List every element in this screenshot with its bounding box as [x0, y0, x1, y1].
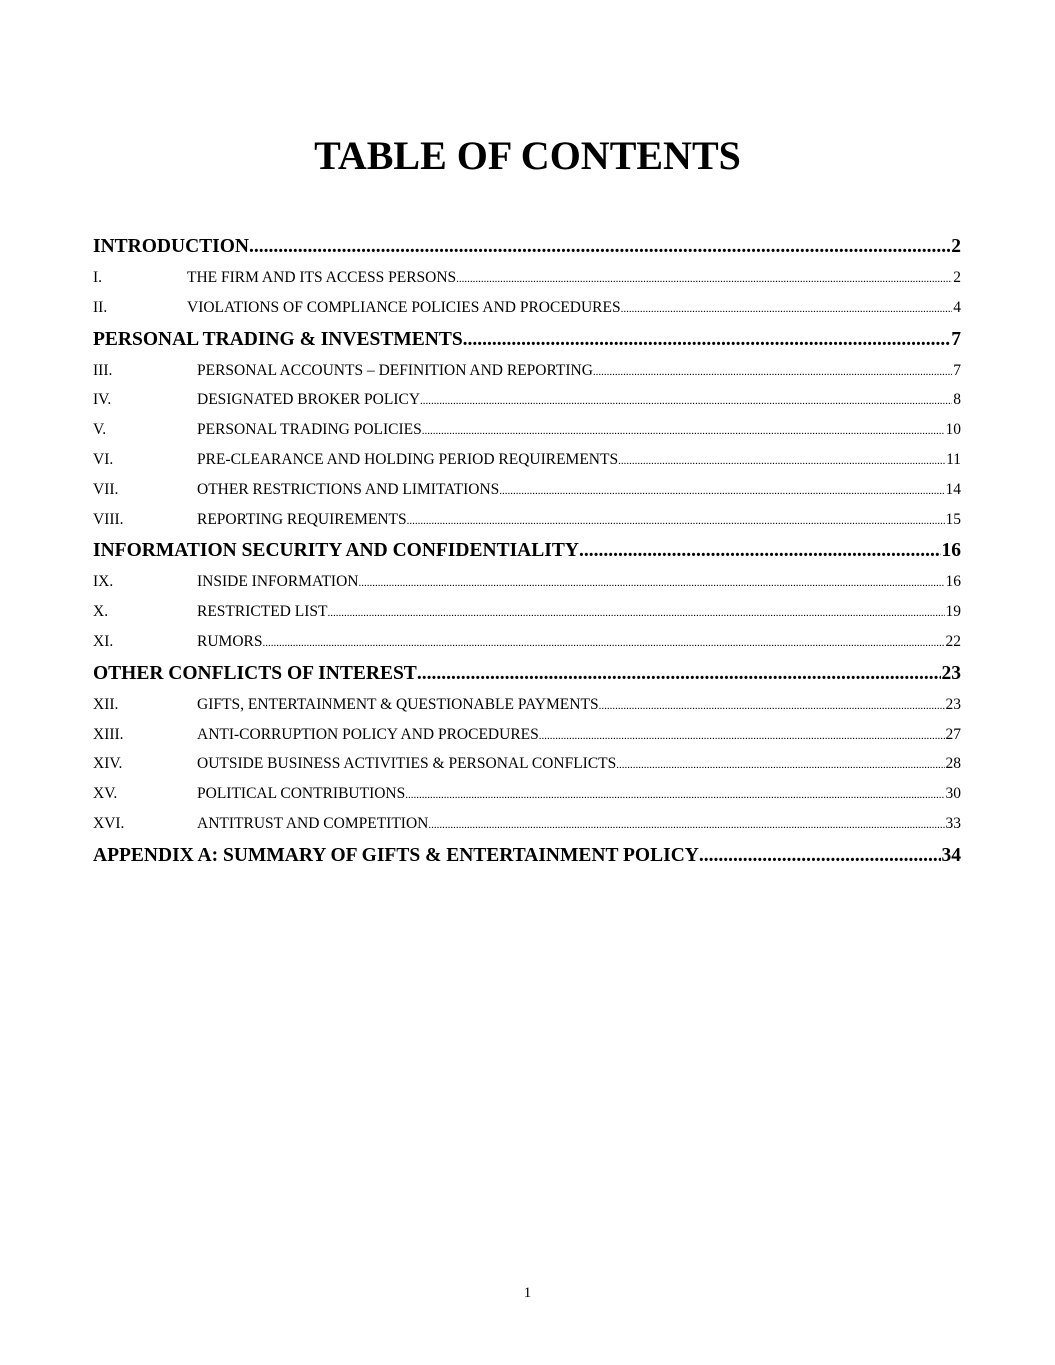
toc-entry-page: 23: [945, 695, 961, 713]
toc-entry-page: 7: [951, 328, 961, 350]
toc-entry-number: X.: [93, 603, 109, 621]
toc-entry-number: VI.: [93, 450, 114, 468]
page-number: 1: [523, 1285, 532, 1301]
toc-dot-leader: [618, 445, 945, 475]
toc-entry-number: XIV.: [93, 755, 123, 773]
toc-subsection-entry[interactable]: [93, 749, 961, 779]
toc-entry-label: PRE-CLEARANCE AND HOLDING PERIOD REQUIREMENTS: [197, 450, 619, 468]
toc-entry-page: 11: [946, 450, 961, 468]
toc-entry-page: 16: [941, 540, 961, 562]
toc-dot-leader: [417, 657, 941, 690]
toc-dot-leader: [621, 293, 953, 323]
toc-entry-number: VII.: [93, 480, 119, 498]
toc-entry-page: 15: [945, 510, 961, 528]
toc-entry-page: 19: [945, 603, 961, 621]
toc-entry-page: 2: [951, 236, 961, 257]
toc-entry-page: 2: [953, 269, 961, 286]
toc-entry-label: ANTI-CORRUPTION POLICY AND PROCEDURES: [197, 725, 539, 743]
toc-section-entry[interactable]: [93, 657, 961, 690]
toc-entry-label: OTHER RESTRICTIONS AND LIMITATIONS: [197, 480, 500, 498]
toc-entry-label: RESTRICTED LIST: [197, 603, 328, 621]
toc-dot-leader: [539, 720, 945, 750]
toc-entry-label: THE FIRM AND ITS ACCESS PERSONS: [187, 269, 457, 286]
toc-entry-number: IX.: [93, 573, 114, 591]
toc-entry-label: DESIGNATED BROKER POLICY: [197, 391, 421, 409]
toc-entry-number: XV.: [93, 785, 118, 803]
toc-subsection-entry[interactable]: [93, 293, 961, 323]
toc-entry-label: OUTSIDE BUSINESS ACTIVITIES & PERSONAL CONFLICTS: [197, 755, 617, 773]
toc-subsection-entry[interactable]: [93, 445, 961, 475]
toc-entry-number: III.: [93, 361, 113, 379]
toc-section-entry[interactable]: [93, 230, 961, 263]
toc-subsection-entry[interactable]: [93, 720, 961, 750]
toc-entry-number: I.: [93, 269, 103, 286]
toc-subsection-entry[interactable]: [93, 779, 961, 809]
toc-dot-leader: [422, 415, 945, 445]
toc-entry-number: VIII.: [93, 510, 124, 528]
toc-entry-label: INTRODUCTION: [93, 236, 250, 257]
toc-entry-label: PERSONAL TRADING & INVESTMENTS: [93, 328, 463, 350]
toc-entry-page: 34: [941, 844, 961, 866]
toc-dot-leader: [616, 749, 944, 779]
toc-entry-label: INSIDE INFORMATION: [197, 573, 359, 591]
toc-entry-page: 28: [945, 755, 961, 773]
toc-subsection-entry[interactable]: [93, 475, 961, 505]
toc-entry-label: APPENDIX A: SUMMARY OF GIFTS & ENTERTAINMENT POLICY: [93, 844, 699, 866]
toc-dot-leader: [327, 597, 944, 627]
toc-entry-page: 22: [945, 632, 961, 650]
toc-subsection-entry[interactable]: [93, 597, 961, 627]
toc-dot-leader: [262, 627, 944, 657]
toc-entry-number: V.: [93, 421, 107, 439]
toc-subsection-entry[interactable]: [93, 809, 961, 839]
toc-dot-leader: [599, 690, 945, 720]
toc-section-entry[interactable]: [93, 323, 961, 356]
toc-dot-leader: [463, 323, 951, 356]
toc-subsection-entry[interactable]: [93, 263, 961, 293]
toc-entry-page: 33: [945, 814, 961, 832]
toc-entry-page: 4: [953, 298, 961, 316]
toc-entry-label: VIOLATIONS OF COMPLIANCE POLICIES AND PROCEDURES: [187, 298, 621, 316]
toc-entry-number: XI.: [93, 632, 114, 650]
toc-entry-number: XVI.: [93, 814, 125, 832]
toc-entry-label: ANTITRUST AND COMPETITION: [197, 814, 429, 832]
toc-entry-page: 27: [945, 725, 961, 743]
toc-subsection-entry[interactable]: [93, 505, 961, 535]
toc-subsection-entry[interactable]: [93, 690, 961, 720]
toc-entry-label: OTHER CONFLICTS OF INTEREST: [93, 662, 417, 684]
toc-entry-page: 7: [953, 361, 961, 379]
toc-entry-label: PERSONAL TRADING POLICIES: [197, 421, 422, 439]
toc-dot-leader: [499, 475, 944, 505]
toc-entry-number: IV.: [93, 391, 112, 409]
toc-dot-leader: [358, 567, 944, 597]
toc-subsection-entry[interactable]: [93, 567, 961, 597]
toc-entry-number: II.: [93, 298, 108, 316]
toc-subsection-entry[interactable]: [93, 356, 961, 386]
toc-dot-leader: [420, 385, 952, 415]
toc-entry-page: 10: [945, 421, 961, 439]
toc-section-entry[interactable]: [93, 534, 961, 567]
toc-dot-leader: [407, 505, 945, 535]
toc-dot-leader: [593, 356, 952, 386]
toc-entry-page: 16: [945, 573, 961, 591]
toc-entry-label: GIFTS, ENTERTAINMENT & QUESTIONABLE PAYMENTS: [197, 695, 599, 713]
toc-entry-label: INFORMATION SECURITY AND CONFIDENTIALITY: [93, 540, 579, 562]
toc-entry-label: POLITICAL CONTRIBUTIONS: [197, 785, 406, 803]
toc-dot-leader: [405, 779, 944, 809]
page-title: TABLE OF CONTENTS: [314, 133, 741, 178]
toc-dot-leader: [579, 534, 941, 567]
toc-subsection-entry[interactable]: [93, 415, 961, 445]
toc-entry-page: 30: [945, 785, 961, 803]
toc-entry-number: XII.: [93, 695, 119, 713]
table-of-contents: [93, 230, 961, 872]
toc-subsection-entry[interactable]: [93, 627, 961, 657]
toc-section-entry[interactable]: [93, 839, 961, 872]
toc-entry-number: XIII.: [93, 725, 124, 743]
toc-subsection-entry[interactable]: [93, 385, 961, 415]
toc-dot-leader: [456, 263, 952, 293]
toc-dot-leader: [699, 839, 941, 872]
toc-dot-leader: [249, 230, 950, 263]
toc-entry-page: 8: [953, 391, 961, 409]
toc-entry-label: PERSONAL ACCOUNTS – DEFINITION AND REPORTING: [197, 361, 593, 379]
toc-entry-label: REPORTING REQUIREMENTS: [197, 510, 407, 528]
toc-dot-leader: [428, 809, 944, 839]
toc-entry-label: RUMORS: [197, 632, 263, 650]
toc-entry-page: 23: [941, 662, 961, 684]
toc-entry-page: 14: [945, 480, 961, 498]
